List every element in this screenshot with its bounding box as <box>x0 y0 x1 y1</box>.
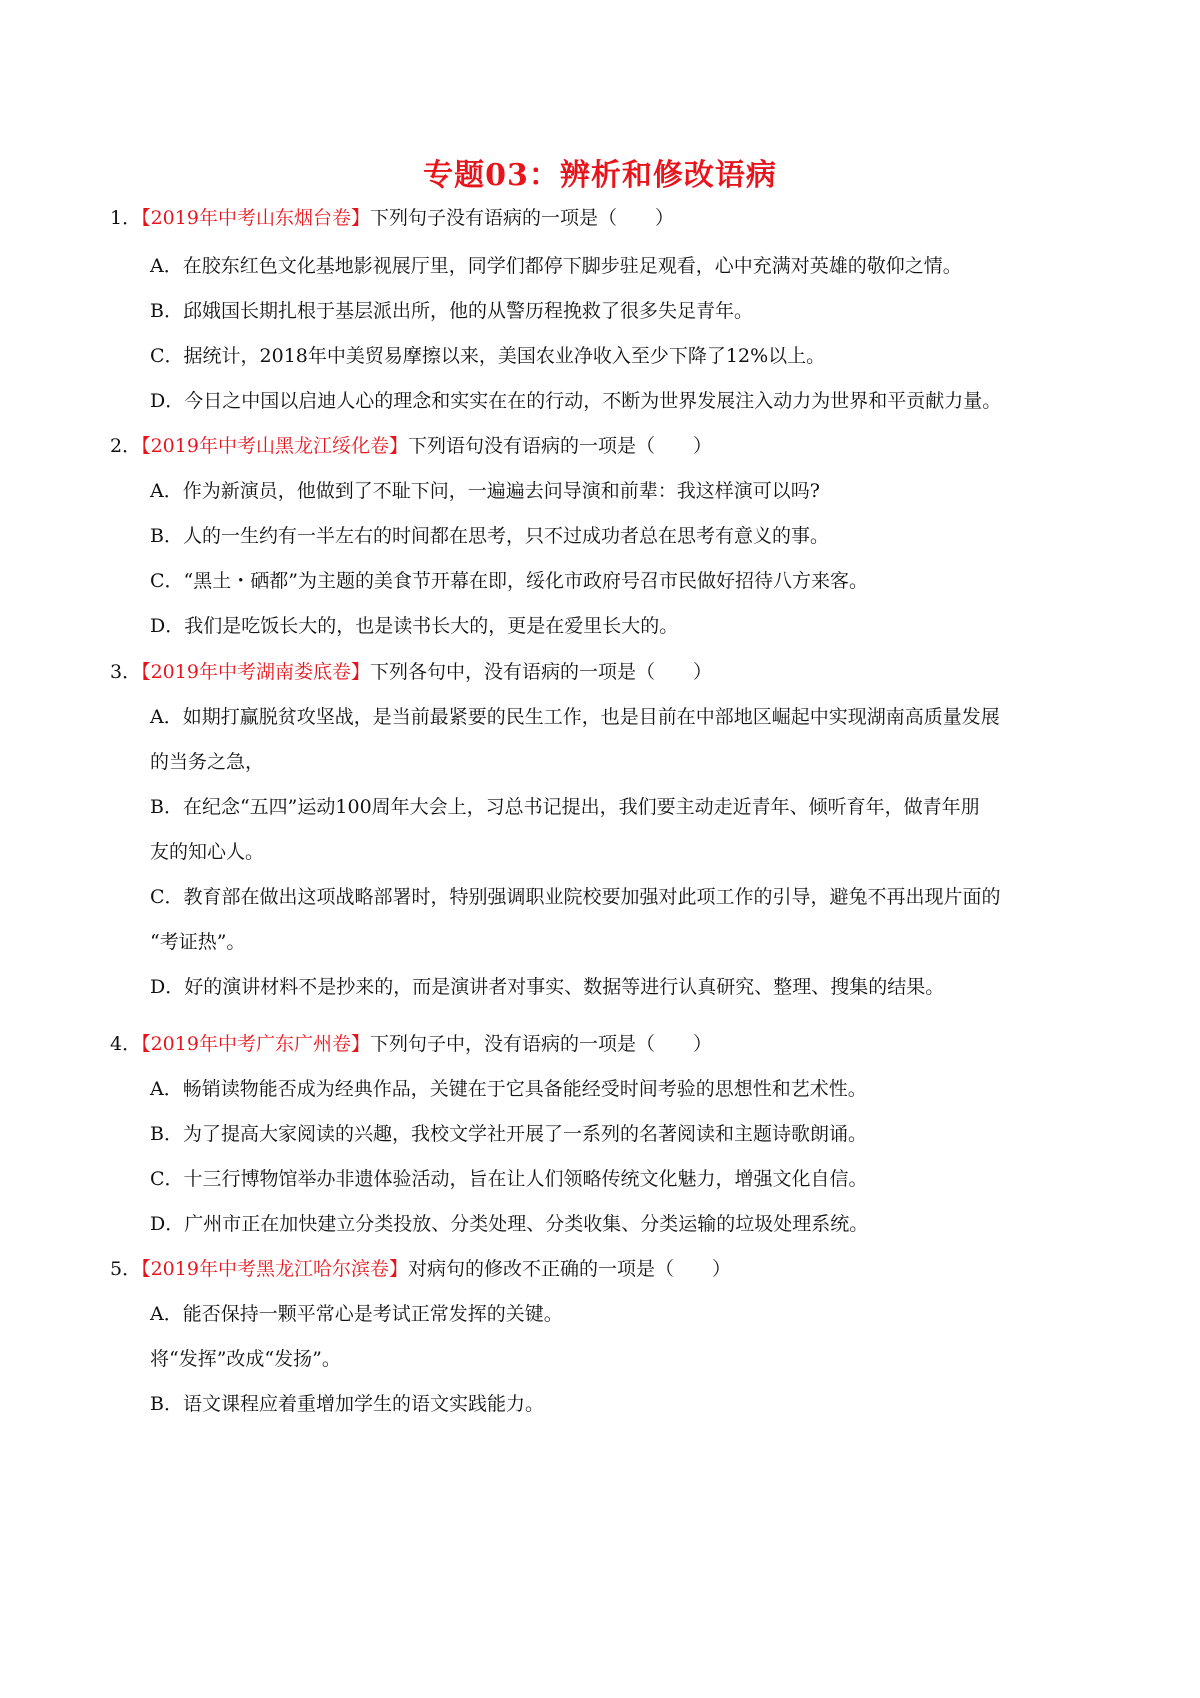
question-source: 【2019年中考湖南娄底卷】 <box>141 661 370 683</box>
question-stem: 下列语句没有语病的一项是（ ） <box>407 435 712 457</box>
question-stem: 对病句的修改不正确的一项是（ ） <box>407 1258 731 1280</box>
option-b-continued: 友的知心人。 <box>150 841 265 863</box>
question-stem: 下列句子中，没有语病的一项是（ ） <box>369 1033 712 1055</box>
question-source: 【2019年中考山黑龙江绥化卷】 <box>141 435 408 457</box>
question-number: 2． <box>110 435 142 457</box>
question-number: 5． <box>110 1258 142 1280</box>
option-c: C．十三行博物馆举办非遗体验活动，旨在让人们领略传统文化魅力，增强文化自信。 <box>150 1168 868 1190</box>
option-d: D．今日之中国以启迪人心的理念和实实在在的行动，不断为世界发展注入动力为世界和平贡献力量。 <box>150 390 1002 412</box>
question-2 <box>110 433 712 459</box>
question-stem: 下列句子没有语病的一项是（ ） <box>369 207 674 229</box>
option-b: B．在纪念“五四”运动100周年大会上，习总书记提出，我们要主动走近青年、倾听育年，做青年朋 <box>150 796 980 818</box>
question-number: 4． <box>110 1033 142 1055</box>
option-d: D．好的演讲材料不是抄来的，而是演讲者对事实、数据等进行认真研究、整理、搜集的结果。 <box>150 976 945 998</box>
question-source: 【2019年中考广东广州卷】 <box>141 1033 370 1055</box>
option-a: A．能否保持一颗平常心是考试正常发挥的关键。 <box>150 1303 563 1325</box>
question-number: 1． <box>110 207 142 229</box>
question-5 <box>110 1256 731 1282</box>
option-d: D．广州市正在加快建立分类投放、分类处理、分类收集、分类运输的垃圾处理系统。 <box>150 1213 869 1235</box>
page-title: 专题03：辨析和修改语病 <box>423 158 777 193</box>
question-1 <box>110 205 674 231</box>
option-a: A．作为新演员，他做到了不耻下问，一遍遍去问导演和前辈：我这样演可以吗? <box>150 480 820 502</box>
option-d: D．我们是吃饭长大的，也是读书长大的，更是在爱里长大的。 <box>150 615 679 637</box>
option-a: A．在胶东红色文化基地影视展厅里，同学们都停下脚步驻足观看，心中充满对英雄的敬仰之情。 <box>150 255 962 277</box>
question-stem: 下列各句中，没有语病的一项是（ ） <box>369 661 712 683</box>
option-b: B．语文课程应着重增加学生的语文实践能力。 <box>150 1393 544 1415</box>
question-4 <box>110 1031 712 1057</box>
option-a-revision: 将“发挥”改成“发扬”。 <box>150 1348 341 1370</box>
question-3 <box>110 659 712 685</box>
question-source: 【2019年中考黑龙江哈尔滨卷】 <box>141 1258 408 1280</box>
option-c-continued: “考证热”。 <box>150 931 246 953</box>
option-c: C．“黑土・硒都”为主题的美食节开幕在即，绥化市政府号召市民做好招待八方来客。 <box>150 570 868 592</box>
option-c: C．据统计，2018年中美贸易摩擦以来，美国农业净收入至少下降了12%以上。 <box>150 345 826 367</box>
option-b: B．邱娥国长期扎根于基层派出所，他的从警历程挽救了很多失足青年。 <box>150 300 753 322</box>
option-a: A．如期打赢脱贫攻坚战，是当前最紧要的民生工作，也是目前在中部地区崛起中实现湖南高质量发展 <box>150 706 1000 728</box>
option-b: B．为了提高大家阅读的兴趣，我校文学社开展了一系列的名著阅读和主题诗歌朗诵。 <box>150 1123 867 1145</box>
option-a-continued: 的当务之急， <box>150 751 265 773</box>
option-c: C．教育部在做出这项战略部署时，特别强调职业院校要加强对此项工作的引导，避兔不再出现片面的 <box>150 886 1001 908</box>
option-a: A．畅销读物能否成为经典作品，关键在于它具备能经受时间考验的思想性和艺术性。 <box>150 1078 867 1100</box>
option-b: B．人的一生约有一半左右的时间都在思考，只不过成功者总在思考有意义的事。 <box>150 525 829 547</box>
question-number: 3． <box>110 661 142 683</box>
question-source: 【2019年中考山东烟台卷】 <box>141 207 370 229</box>
